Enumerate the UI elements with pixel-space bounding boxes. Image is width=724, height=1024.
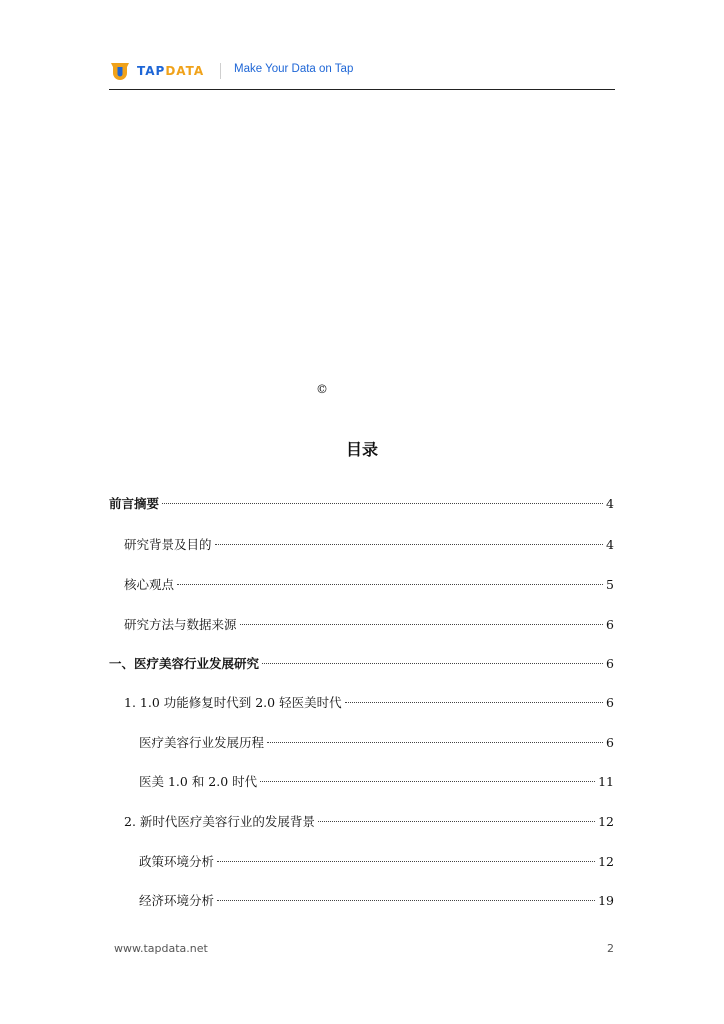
toc-entry-page-number: 11 xyxy=(598,774,614,789)
toc-dot-leader xyxy=(318,821,595,822)
toc-entry-label: 1. 1.0 功能修复时代到 2.0 轻医美时代 xyxy=(124,695,342,710)
toc-entry-label: 经济环境分析 xyxy=(139,893,215,908)
toc-entry-label: 医疗美容行业发展历程 xyxy=(139,735,265,750)
toc-entry[interactable] xyxy=(124,616,614,634)
toc-entry[interactable] xyxy=(139,853,614,871)
toc-dot-leader xyxy=(262,663,603,664)
logo-wordmark-main: TAP xyxy=(137,64,166,78)
toc-entry[interactable] xyxy=(139,734,614,752)
toc-dot-leader xyxy=(267,742,603,743)
toc-entry-page-number: 6 xyxy=(606,656,614,671)
toc-entry[interactable] xyxy=(109,655,614,673)
toc-entry-label: 一、医疗美容行业发展研究 xyxy=(109,656,260,671)
toc-entry-page-number: 6 xyxy=(606,617,614,632)
toc-dot-leader xyxy=(345,702,603,703)
toc-entry[interactable] xyxy=(124,536,614,554)
toc-entry-label: 前言摘要 xyxy=(109,496,160,511)
toc-entry[interactable] xyxy=(139,773,614,791)
toc-entry[interactable] xyxy=(124,694,614,712)
toc-dot-leader xyxy=(217,900,595,901)
logo-wordmark-accent: DATA xyxy=(165,64,205,78)
copyright-symbol: © xyxy=(316,382,328,396)
toc-entry-label: 医美 1.0 和 2.0 时代 xyxy=(139,774,258,789)
toc-entry-label: 核心观点 xyxy=(124,577,175,592)
header-slogan: Make Your Data on Tap xyxy=(234,63,354,75)
toc-entry-page-number: 5 xyxy=(606,577,614,592)
toc-entry[interactable] xyxy=(124,576,614,594)
toc-entry-page-number: 19 xyxy=(598,893,614,908)
toc-entry-page-number: 12 xyxy=(598,854,614,869)
toc-dot-leader xyxy=(177,584,603,585)
toc-entry[interactable] xyxy=(124,813,614,831)
toc-dot-leader xyxy=(215,544,603,545)
toc-dot-leader xyxy=(217,861,595,862)
toc-dot-leader xyxy=(240,624,603,625)
toc-entry-label: 2. 新时代医疗美容行业的发展背景 xyxy=(124,814,315,829)
toc-entry-page-number: 4 xyxy=(606,537,614,552)
toc-entry[interactable] xyxy=(109,495,614,513)
toc-title: 目录 xyxy=(345,440,378,459)
toc-dot-leader xyxy=(162,503,603,504)
toc-entry-page-number: 6 xyxy=(606,695,614,710)
toc-entry-label: 研究方法与数据来源 xyxy=(124,617,237,632)
toc-entry-page-number: 4 xyxy=(606,496,614,511)
footer-url: www.tapdata.net xyxy=(114,942,208,955)
toc-dot-leader xyxy=(260,781,595,782)
toc-entry-label: 研究背景及目的 xyxy=(124,537,212,552)
footer-page-number: 2 xyxy=(607,942,614,955)
toc-entry[interactable] xyxy=(139,892,614,910)
toc-entry-page-number: 12 xyxy=(598,814,614,829)
toc-entry-page-number: 6 xyxy=(606,735,614,750)
toc-entry-label: 政策环境分析 xyxy=(139,854,215,869)
